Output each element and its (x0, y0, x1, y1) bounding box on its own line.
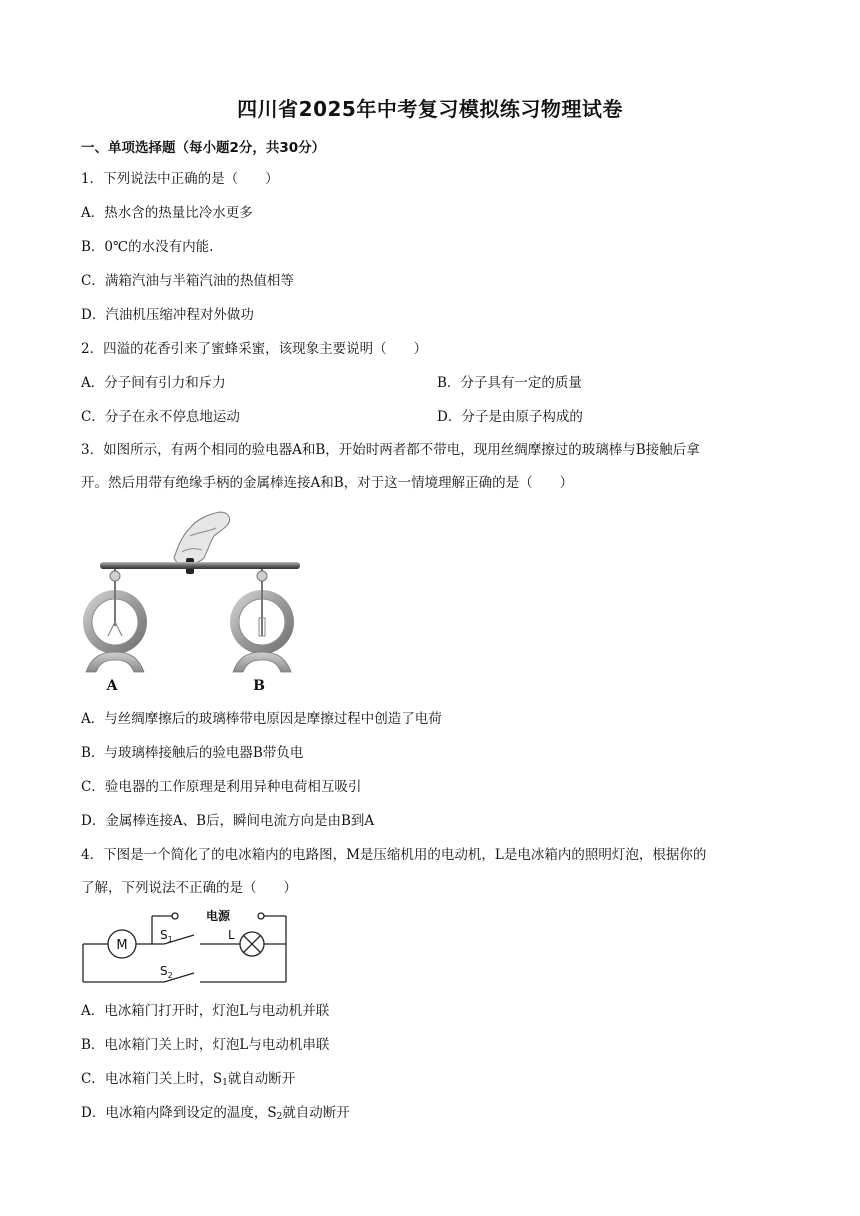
q4-stem-line2: 了解，下列说法不正确的是（ ） (81, 880, 297, 896)
q4-option-d-sub: 2 (276, 1112, 283, 1122)
q3-option-b: B．与玻璃棒接触后的验电器B带负电 (81, 745, 304, 761)
motor-label: M (116, 938, 128, 953)
power-terminal-right-icon (258, 913, 264, 919)
electroscope-b (230, 569, 294, 672)
q4-option-c (81, 1070, 295, 1092)
q1-option-d: D．汽油机压缩冲程对外做功 (81, 307, 254, 323)
q3-option-a: A．与丝绸摩擦后的玻璃棒带电原因是摩擦过程中创造了电荷 (81, 711, 442, 727)
q3-option-c: C．验电器的工作原理是利用异种电荷相互吸引 (81, 779, 362, 795)
electroscope-figure (78, 506, 308, 696)
electroscope-label-b: B (253, 678, 265, 694)
q4-option-c-text: C．电冰箱门关上时，S (81, 1071, 223, 1087)
metal-rod (100, 562, 300, 569)
q4-option-d (81, 1104, 350, 1126)
power-terminal-left-icon (172, 913, 178, 919)
svg-text:S1 (160, 928, 173, 944)
q4-option-b: B．电冰箱门关上时，灯泡L与电动机串联 (81, 1037, 330, 1053)
circuit-diagram (80, 904, 295, 986)
q1-option-b: B．0℃的水没有内能. (81, 239, 214, 255)
q3-stem-line1: 3．如图所示，有两个相同的验电器A和B，开始时两者都不带电，现用丝绸摩擦过的玻璃棒与B接触后拿 (81, 442, 700, 458)
q4-option-a: A．电冰箱门打开时，灯泡L与电动机并联 (81, 1003, 330, 1019)
q4-option-d-tail: 就自动断开 (282, 1105, 350, 1121)
electroscope-label-a: A (106, 678, 118, 694)
q2-option-b: B．分子具有一定的质量 (437, 375, 582, 391)
power-source-label: 电源 (205, 909, 231, 923)
lamp-label: L (228, 928, 235, 942)
q2-option-a: A．分子间有引力和斥力 (81, 375, 226, 391)
section-heading: 一、单项选择题（每小题2分，共30分） (81, 140, 326, 156)
exam-title: 四川省2025年中考复习模拟练习物理试卷 (237, 97, 623, 121)
q4-option-d-text: D．电冰箱内降到设定的温度，S (81, 1105, 277, 1121)
switch-s1-label: S (160, 928, 168, 942)
q4-option-c-tail: 就自动断开 (227, 1071, 296, 1087)
q3-option-d: D．金属棒连接A、B后，瞬间电流方向是由B到A (81, 813, 375, 829)
q4-option-c-sub: 1 (222, 1078, 228, 1088)
electroscope-a (83, 569, 147, 672)
q1-option-c: C．满箱汽油与半箱汽油的热值相等 (81, 273, 294, 289)
svg-text:S2 (160, 964, 173, 980)
lamp-icon (240, 932, 264, 956)
q2-option-c: C．分子在永不停息地运动 (81, 409, 240, 425)
q4-stem-line1: 4．下图是一个简化了的电冰箱内的电路图，M是压缩机用的电动机，L是电冰箱内的照明灯泡，根据你的 (81, 847, 707, 863)
q3-stem-line2: 开。然后用带有绝缘手柄的金属棒连接A和B，对于这一情境理解正确的是（ ） (81, 475, 574, 491)
switch-s2-label: S (160, 964, 168, 978)
q2-option-d: D．分子是由原子构成的 (437, 409, 583, 425)
switch-s2-sub: 2 (167, 971, 173, 980)
q1-option-a: A．热水含的热量比冷水更多 (81, 205, 253, 221)
q2-stem: 2．四溢的花香引来了蜜蜂采蜜，该现象主要说明（ ） (81, 341, 428, 357)
switch-s1-sub: 1 (167, 935, 173, 944)
q1-stem: 1．下列说法中正确的是（ ） (81, 171, 279, 187)
